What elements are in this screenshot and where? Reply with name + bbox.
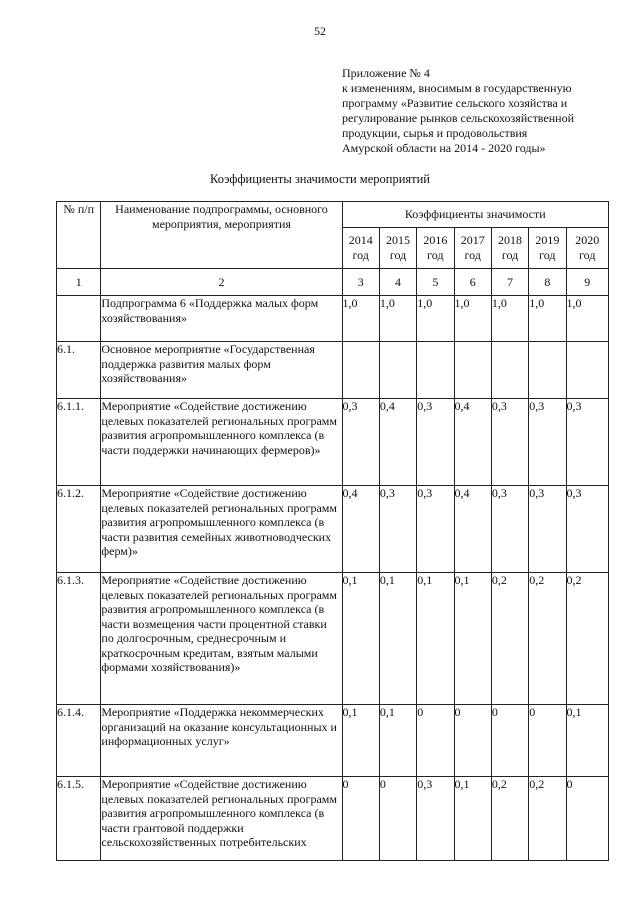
table-row [57, 777, 609, 861]
coefficients-table [56, 201, 609, 861]
value-cell [529, 342, 566, 399]
value-cell [417, 342, 454, 399]
value-cell: 0,1 [566, 705, 608, 777]
column-index: 1 [57, 269, 101, 296]
header-number: № п/п [57, 202, 101, 269]
column-index: 2 [101, 269, 342, 296]
row-number: 6.1.2. [57, 486, 101, 573]
value-cell: 0 [379, 777, 416, 861]
value-cell: 0 [342, 777, 379, 861]
value-cell: 0,2 [491, 777, 528, 861]
row-name: Подпрограмма 6 «Поддержка малых форм хозяйствования» [101, 296, 342, 342]
value-cell: 1,0 [417, 296, 454, 342]
row-number: 6.1.1. [57, 399, 101, 486]
row-name: Мероприятие «Содействие достижению целевых показателей региональных программ развития агропромышленного комплекса (в части поддержки начинающих фермеров)» [101, 399, 342, 486]
row-name: Мероприятие «Содействие достижению целевых показателей региональных программ развития агропромышленного комплекса (в части возмещения части процентной ставки по долгосрочным, среднесрочным и краткосрочным кредитам, взятым малыми формами хозяйствования)» [101, 573, 342, 705]
value-cell: 1,0 [491, 296, 528, 342]
appendix-heading [342, 66, 627, 156]
value-cell: 0,1 [454, 573, 491, 705]
row-number [57, 296, 101, 342]
value-cell: 0,3 [342, 399, 379, 486]
appendix-line: программу «Развитие сельского хозяйства и [342, 96, 568, 110]
row-number: 6.1.5. [57, 777, 101, 861]
value-cell: 0 [566, 777, 608, 861]
value-cell: 0,4 [342, 486, 379, 573]
header-coefficients: Коэффициенты значимости [342, 202, 608, 228]
page-number: 52 [314, 24, 326, 38]
value-cell: 1,0 [342, 296, 379, 342]
header-year: 2017 год [454, 228, 491, 269]
table-row [57, 399, 609, 486]
row-number: 6.1.4. [57, 705, 101, 777]
column-index: 8 [529, 269, 566, 296]
row-name: Основное мероприятие «Государственная поддержка развития малых форм хозяйствования» [101, 342, 342, 399]
value-cell: 0,4 [454, 399, 491, 486]
header-year: 2020 год [566, 228, 608, 269]
table-row [57, 296, 609, 342]
value-cell: 0,3 [417, 399, 454, 486]
appendix-line: регулирование рынков сельскохозяйственной [342, 111, 574, 125]
column-index: 6 [454, 269, 491, 296]
value-cell: 0,1 [454, 777, 491, 861]
value-cell: 0,3 [566, 399, 608, 486]
value-cell: 0,2 [529, 573, 566, 705]
row-number: 6.1. [57, 342, 101, 399]
table-row [57, 573, 609, 705]
value-cell: 0,3 [417, 777, 454, 861]
appendix-line: Амурской области на 2014 - 2020 годы» [342, 141, 546, 155]
value-cell: 0,3 [417, 486, 454, 573]
value-cell [379, 342, 416, 399]
table-row [57, 486, 609, 573]
value-cell: 0,3 [491, 486, 528, 573]
header-year: 2014 год [342, 228, 379, 269]
column-index: 5 [417, 269, 454, 296]
value-cell: 1,0 [566, 296, 608, 342]
header-year: 2019 год [529, 228, 566, 269]
value-cell: 0,3 [529, 486, 566, 573]
header-year: 2018 год [491, 228, 528, 269]
row-number: 6.1.3. [57, 573, 101, 705]
value-cell: 0,4 [454, 486, 491, 573]
row-name: Мероприятие «Поддержка некоммерческих организаций на оказание консультационных и информационных услуг» [101, 705, 342, 777]
value-cell [454, 342, 491, 399]
header-name: Наименование подпрограммы, основного мероприятия, мероприятия [101, 202, 342, 269]
document-title: Коэффициенты значимости мероприятий [210, 172, 430, 186]
table-row [57, 705, 609, 777]
value-cell: 0 [454, 705, 491, 777]
value-cell: 0,1 [379, 573, 416, 705]
header-year: 2016 год [417, 228, 454, 269]
column-index: 7 [491, 269, 528, 296]
row-name: Мероприятие «Содействие достижению целевых показателей региональных программ развития агропромышленного комплекса (в части грантовой поддержки сельскохозяйственных потребительских [101, 777, 342, 861]
value-cell: 1,0 [379, 296, 416, 342]
value-cell: 0 [491, 705, 528, 777]
value-cell: 0,3 [491, 399, 528, 486]
value-cell: 1,0 [454, 296, 491, 342]
value-cell [491, 342, 528, 399]
table-row [57, 342, 609, 399]
row-name: Мероприятие «Содействие достижению целевых показателей региональных программ развития агропромышленного комплекса (в части развития семейных животноводческих ферм)» [101, 486, 342, 573]
value-cell: 0 [529, 705, 566, 777]
column-index: 4 [379, 269, 416, 296]
value-cell: 0,3 [379, 486, 416, 573]
value-cell: 0,1 [379, 705, 416, 777]
value-cell: 0,2 [566, 573, 608, 705]
column-index: 9 [566, 269, 608, 296]
value-cell: 0,1 [342, 705, 379, 777]
value-cell: 0,3 [566, 486, 608, 573]
value-cell: 0,4 [379, 399, 416, 486]
value-cell: 0,3 [529, 399, 566, 486]
appendix-line: продукции, сырья и продовольствия [342, 126, 528, 140]
header-year: 2015 год [379, 228, 416, 269]
appendix-line: Приложение № 4 [342, 66, 430, 80]
value-cell: 0,2 [529, 777, 566, 861]
column-index-row [57, 269, 609, 296]
value-cell: 0,1 [417, 573, 454, 705]
value-cell: 1,0 [529, 296, 566, 342]
value-cell: 0 [417, 705, 454, 777]
appendix-line: к изменениям, вносимым в государственную [342, 81, 572, 95]
value-cell: 0,2 [491, 573, 528, 705]
value-cell: 0,1 [342, 573, 379, 705]
column-index: 3 [342, 269, 379, 296]
value-cell [342, 342, 379, 399]
value-cell [566, 342, 608, 399]
